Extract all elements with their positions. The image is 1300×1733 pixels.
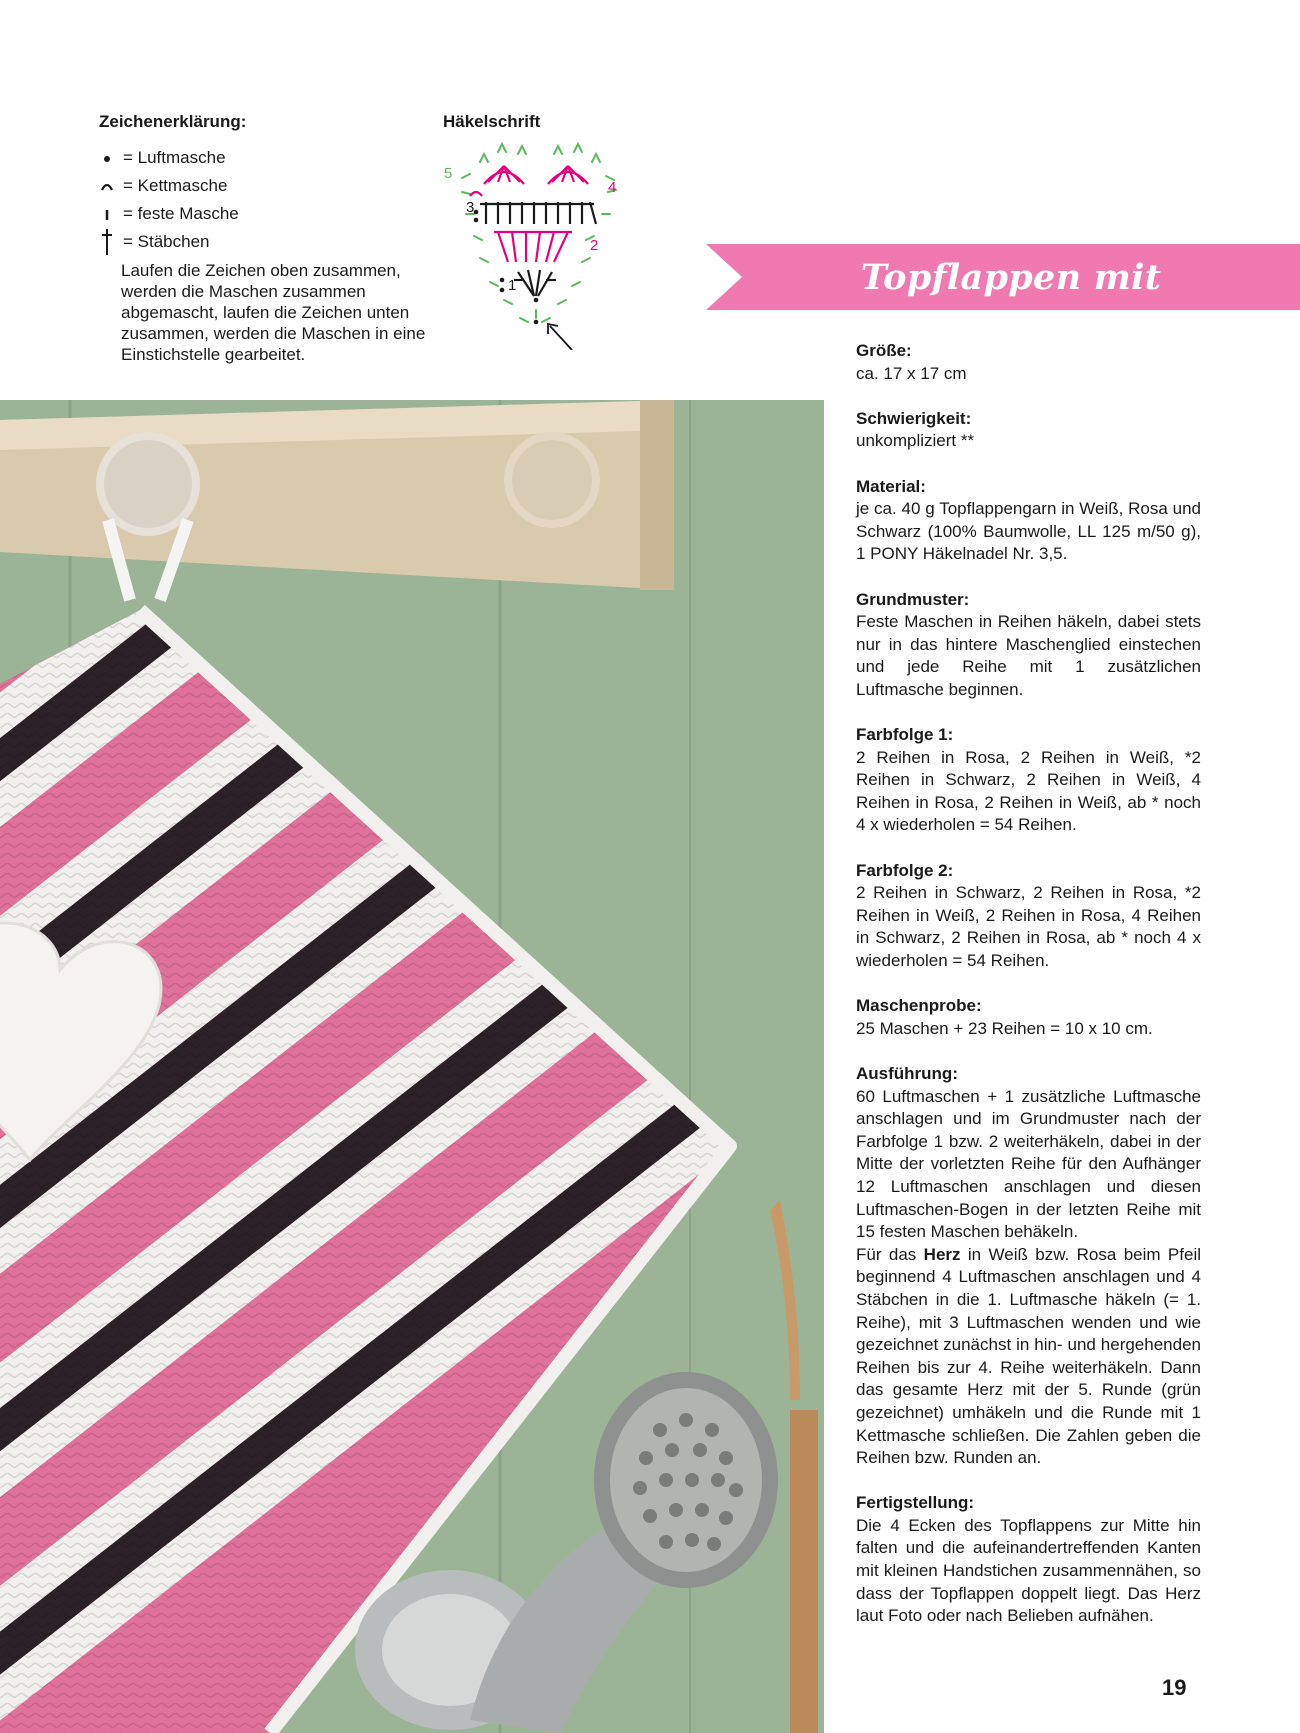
section-text: 2 Reihen in Schwarz, 2 Reihen in Rosa, *2 Reihen in Weiß, 2 Reihen in Rosa, 4 Reihen in Schwarz, 2 Reihen in Rosa, ab * noch 4 x wiederholen = 54 Reihen.: [856, 883, 1201, 971]
section-heading: Farbfolge 1:: [856, 725, 954, 745]
legend-label: = feste Masche: [123, 204, 239, 223]
section-text: je ca. 40 g Topflappengarn in Weiß, Rosa und Schwarz (100% Baumwolle, LL 125 m/50 g), 1 PONY Häkelnadel Nr. 3,5.: [856, 499, 1201, 564]
row-label-5: 5: [444, 165, 453, 182]
section-heading: Material:: [856, 476, 926, 496]
cross-icon: [99, 231, 121, 253]
section-heading: Grundmuster:: [856, 589, 970, 609]
arc-icon: [99, 175, 121, 197]
legend-title: Zeichenerklärung:: [99, 112, 247, 131]
legend-item-slip-stitch: [99, 172, 429, 200]
legend-note: Laufen die Zeichen oben zusammen, werden die Maschen zusammen abgemascht, laufen die Zeichen unten zusammen, werden die Maschen in eine Einstichstelle gearbeitet.: [121, 261, 426, 364]
section-text: unkompliziert **: [856, 431, 975, 451]
page-title: Topflappen mit Herzen: [860, 257, 1162, 346]
section-text: ca. 17 x 17 cm: [856, 363, 967, 383]
legend-item-double-crochet: [99, 228, 429, 256]
legend-label: = Luftmasche: [123, 148, 226, 167]
section-size: [856, 340, 1201, 385]
section-text: 25 Maschen + 23 Reihen = 10 x 10 cm.: [856, 1018, 1153, 1038]
row-label-3: 3: [466, 199, 475, 216]
dot-icon: [99, 147, 121, 169]
legend-label: = Stäbchen: [123, 232, 210, 251]
section-material: [856, 476, 1201, 566]
legend-item-single-crochet: [99, 200, 429, 228]
section-heading: Ausführung:: [856, 1064, 958, 1083]
section-heading: Schwierigkeit:: [856, 408, 972, 428]
legend-label: = Kettmasche: [123, 176, 228, 195]
section-text: 60 Luftmaschen + 1 zusätzliche Luftmasche anschlagen und im Grundmuster nach der Farbfolge 1 bzw. 2 weiterhäkeln, dabei in der Mitte der vorletzten Reihe für den Aufhänger 12 Luftmaschen anschlagen und diesen Luftmaschen-Bogen in der letzten Reihe mit 15 festen Maschen behäkeln.: [856, 1086, 1201, 1242]
tick-icon: [99, 203, 121, 225]
row-label-2: 2: [590, 237, 599, 254]
section-colors-2: [856, 860, 1201, 973]
symbol-legend: [99, 112, 429, 365]
section-colors-1: [856, 724, 1201, 837]
row-label-1: 1: [508, 277, 517, 294]
instructions-column: [856, 340, 1201, 1650]
section-heading: Farbfolge 2:: [856, 860, 954, 880]
section-finishing: [856, 1492, 1201, 1628]
section-text: Feste Maschen in Reihen häkeln, dabei stets nur in das hintere Maschenglied einstechen und jede Reihe mit 1 zusätzlichen Luftmasche beginnen.: [856, 612, 1201, 699]
page-number: 19: [1162, 1675, 1187, 1700]
section-text: Die 4 Ecken des Topflappens zur Mitte hin falten und die aufeinandertreffenden Kanten mit kleinen Handstichen zusammennähen, so dass der Topflappen doppelt liegt. Das Herz laut Foto oder nach Belieben aufnähen.: [856, 1515, 1201, 1626]
text-run: in Weiß bzw. Rosa beim Pfeil beginnend 4 Luftmaschen anschlagen und 4 Stäbchen in die 1. Luftmasche häkeln (= 1. Reihe), mit 3 Luftmaschen wenden und wie gezeichnet zunächst in hin- und hergehenden Reihen bis zur 4. Reihe weiterhäkeln. Dann das gesamte Herz mit der 5. Runde (grün gezeichnet) umhäkeln und die Runde mit 1 Kettmasche schließen. Die Zahlen geben die Reihen bzw. Runden an.: [856, 1244, 1202, 1468]
text-bold: Herz: [923, 1244, 961, 1264]
potholder-photo: [0, 400, 824, 1733]
section-gauge: [856, 995, 1201, 1040]
section-heading: Größe:: [856, 341, 912, 360]
section-difficulty: [856, 408, 1201, 453]
section-pattern: [856, 589, 1201, 702]
row-label-4: 4: [608, 179, 617, 196]
section-heading: Maschenprobe:: [856, 996, 982, 1016]
section-heading: Fertigstellung:: [856, 1493, 975, 1513]
text-run: Für das: [856, 1244, 924, 1264]
legend-item-chain: [99, 144, 429, 172]
chart-title: Häkelschrift: [443, 112, 541, 131]
section-text-heart: [856, 1244, 1201, 1470]
section-text: 2 Reihen in Rosa, 2 Reihen in Weiß, *2 Reihen in Schwarz, 2 Reihen in Weiß, 4 Reihen in Rosa, 2 Reihen in Weiß, ab * noch 4 x wiederholen = 54 Reihen.: [856, 747, 1201, 835]
section-execution: [856, 1063, 1201, 1470]
crochet-chart: [440, 140, 640, 355]
